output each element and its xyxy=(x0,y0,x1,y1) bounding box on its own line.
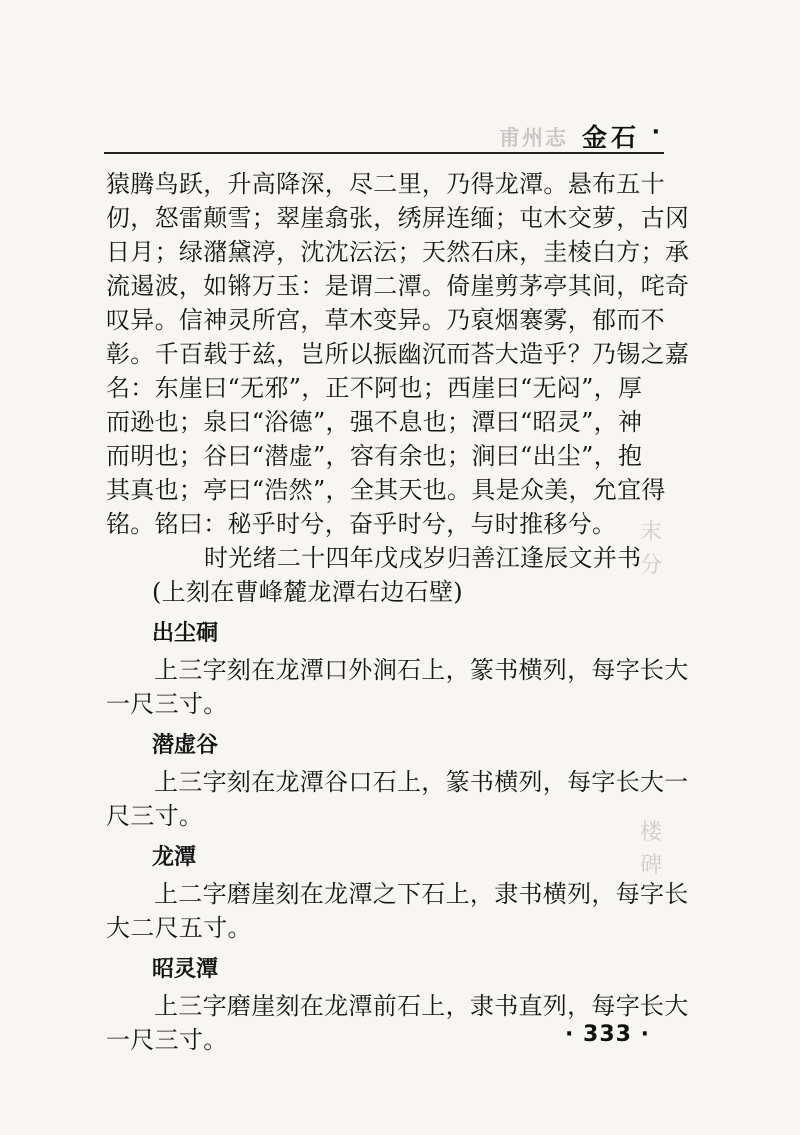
text-line: 日月；绿潴黛渟，沈沈沄沄；天然石床，圭棱白方；承 xyxy=(106,238,690,266)
entry-text-line: 一尺三寸。 xyxy=(106,690,228,718)
text-line: 猿腾鸟跃，升高降深，尽二里，乃得龙潭。悬布五十 xyxy=(106,170,665,198)
text-line: 彰。千百载于兹，岂所以振幽沉而荅大造乎？乃锡之嘉 xyxy=(106,340,690,368)
signature-line: 时光绪二十四年戊戌岁归善江逢辰文并书 xyxy=(204,544,642,572)
entry-text-line: 大二尺五寸。 xyxy=(106,914,252,942)
text-line: 流遏波，如锵万玉：是谓二潭。倚崖剪茅亭其间，咤奇 xyxy=(106,272,690,300)
bleed-through-mark: 楼 xyxy=(640,820,663,845)
header-dot: · xyxy=(651,120,660,145)
text-line: 而明也；谷曰“潜虚”，容有余也；涧曰“出尘”，抱 xyxy=(106,442,643,470)
entry-text-line: 尺三寸。 xyxy=(106,802,204,830)
entry-text-line: 上三字磨崖刻在龙潭前石上，隶书直列，每字长大 xyxy=(154,992,689,1020)
entry-text-line: 上三字刻在龙潭口外涧石上，篆书横列，每字长大 xyxy=(154,656,689,684)
entry-title: 潜虚谷 xyxy=(152,733,219,758)
text-line: 而逊也；泉曰“浴德”，强不息也；潭曰“昭灵”，神 xyxy=(106,408,643,436)
bleed-through-text: 甫州志 xyxy=(499,126,568,150)
paragraph-inscription xyxy=(106,167,690,541)
text-line: 仞，怒雷颠雪；翠崖翕张，绣屏连缅；屯木交萝，古冈 xyxy=(106,204,690,232)
location-note: (上刻在曹峰麓龙潭右边石壁) xyxy=(152,578,463,606)
entry-text-line: 上三字刻在龙潭谷口石上，篆书横列，每字长大一 xyxy=(154,768,689,796)
page-body xyxy=(106,167,690,1057)
bleed-through-mark: 碑 xyxy=(640,853,663,878)
bleed-through-mark: 分 xyxy=(640,553,663,578)
text-line: 铭。铭曰：秘乎时兮，奋乎时兮，与时推移兮。 xyxy=(106,510,617,538)
text-line: 叹异。信神灵所宫，草木变异。乃裒烟褰雾，郁而不 xyxy=(106,306,665,334)
section-title: 金石 xyxy=(581,123,640,152)
header-rule xyxy=(104,152,664,154)
entry-text-line: 一尺三寸。 xyxy=(106,1026,228,1054)
entry-title: 龙潭 xyxy=(152,845,197,870)
entry-text-line: 上二字磨崖刻在龙潭之下石上，隶书横列，每字长 xyxy=(154,880,689,908)
text-line: 名：东崖曰“无邪”，正不阿也；西崖曰“无闷”，厚 xyxy=(106,374,643,402)
entry-title: 出尘硐 xyxy=(152,621,219,646)
page-number: · 333 · xyxy=(565,1022,650,1047)
text-line: 其真也；亭曰“浩然”，全其天也。具是众美，允宜得 xyxy=(106,476,666,504)
entry-title: 昭灵潭 xyxy=(152,957,219,982)
bleed-through-mark: 末 xyxy=(640,520,663,545)
running-header xyxy=(104,118,660,152)
